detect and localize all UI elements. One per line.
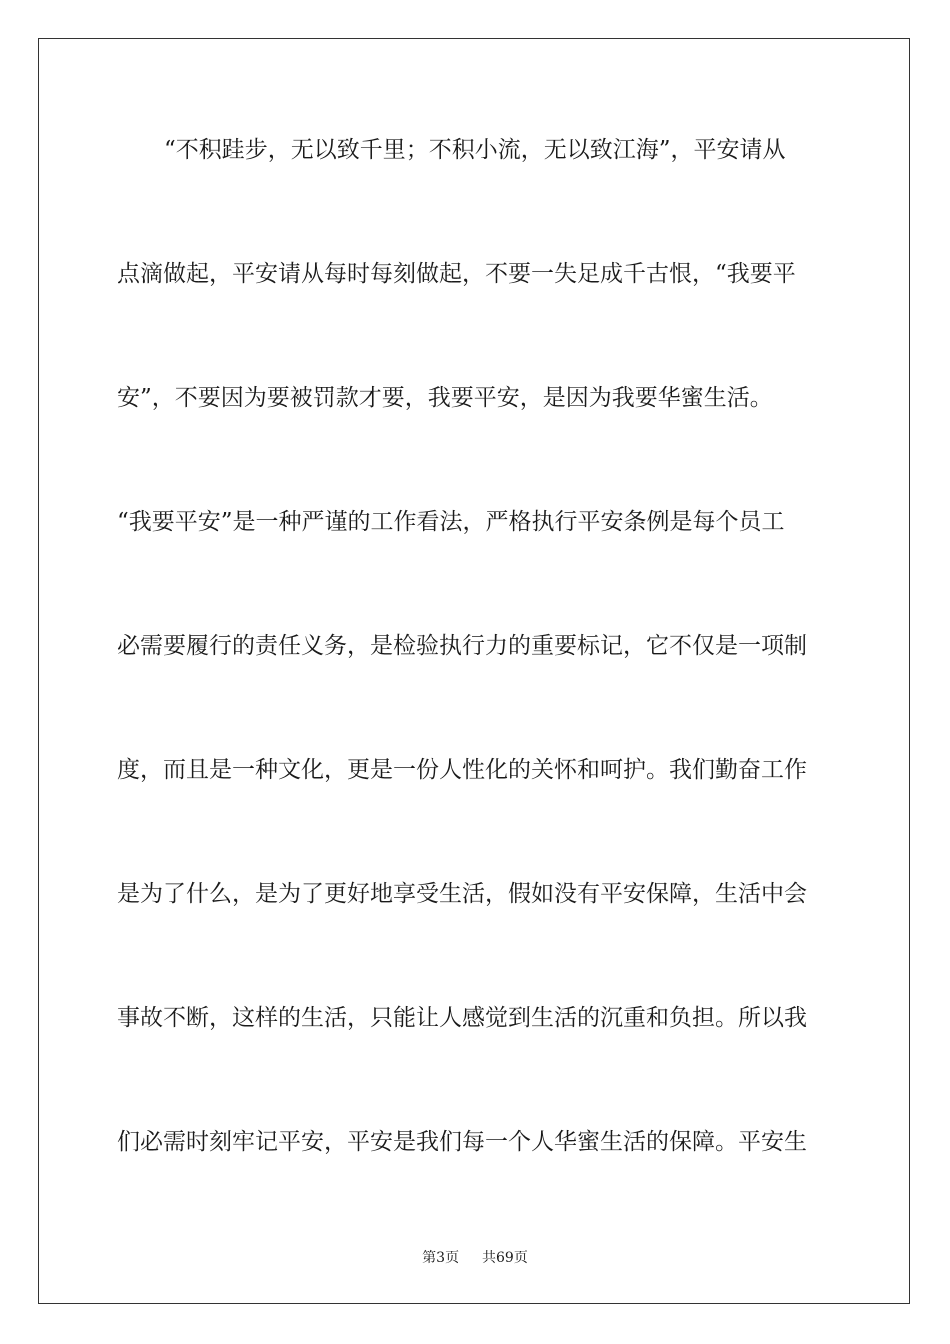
text-line: 们必需时刻牢记平安，平安是我们每一个人华蜜生活的保障。平安生: [117, 1129, 807, 1155]
page-footer: [0, 1249, 950, 1267]
text-line: 必需要履行的责任义务，是检验执行力的重要标记，它不仅是一项制: [117, 633, 807, 659]
text-line: “我要平安”是一种严谨的工作看法，严格执行平安条例是每个员工: [117, 509, 785, 535]
text-line: 事故不断，这样的生活，只能让人感觉到生活的沉重和负担。所以我: [117, 1005, 807, 1031]
text-line: 安”，不要因为要被罚款才要，我要平安，是因为我要华蜜生活。: [117, 385, 773, 411]
text-line: 度，而且是一种文化，更是一份人性化的关怀和呵护。我们勤奋工作: [117, 757, 807, 783]
text-line: 点滴做起，平安请从每时每刻做起，不要一失足成千古恨，“我要平: [117, 261, 796, 287]
page-total: 共69页: [482, 1250, 528, 1266]
page-number: 第3页: [422, 1250, 460, 1266]
text-line: “不积跬步，无以致千里；不积小流，无以致江海”，平安请从: [164, 137, 786, 163]
text-line: 是为了什么，是为了更好地享受生活，假如没有平安保障，生活中会: [117, 881, 807, 907]
page-border: [38, 38, 910, 1304]
